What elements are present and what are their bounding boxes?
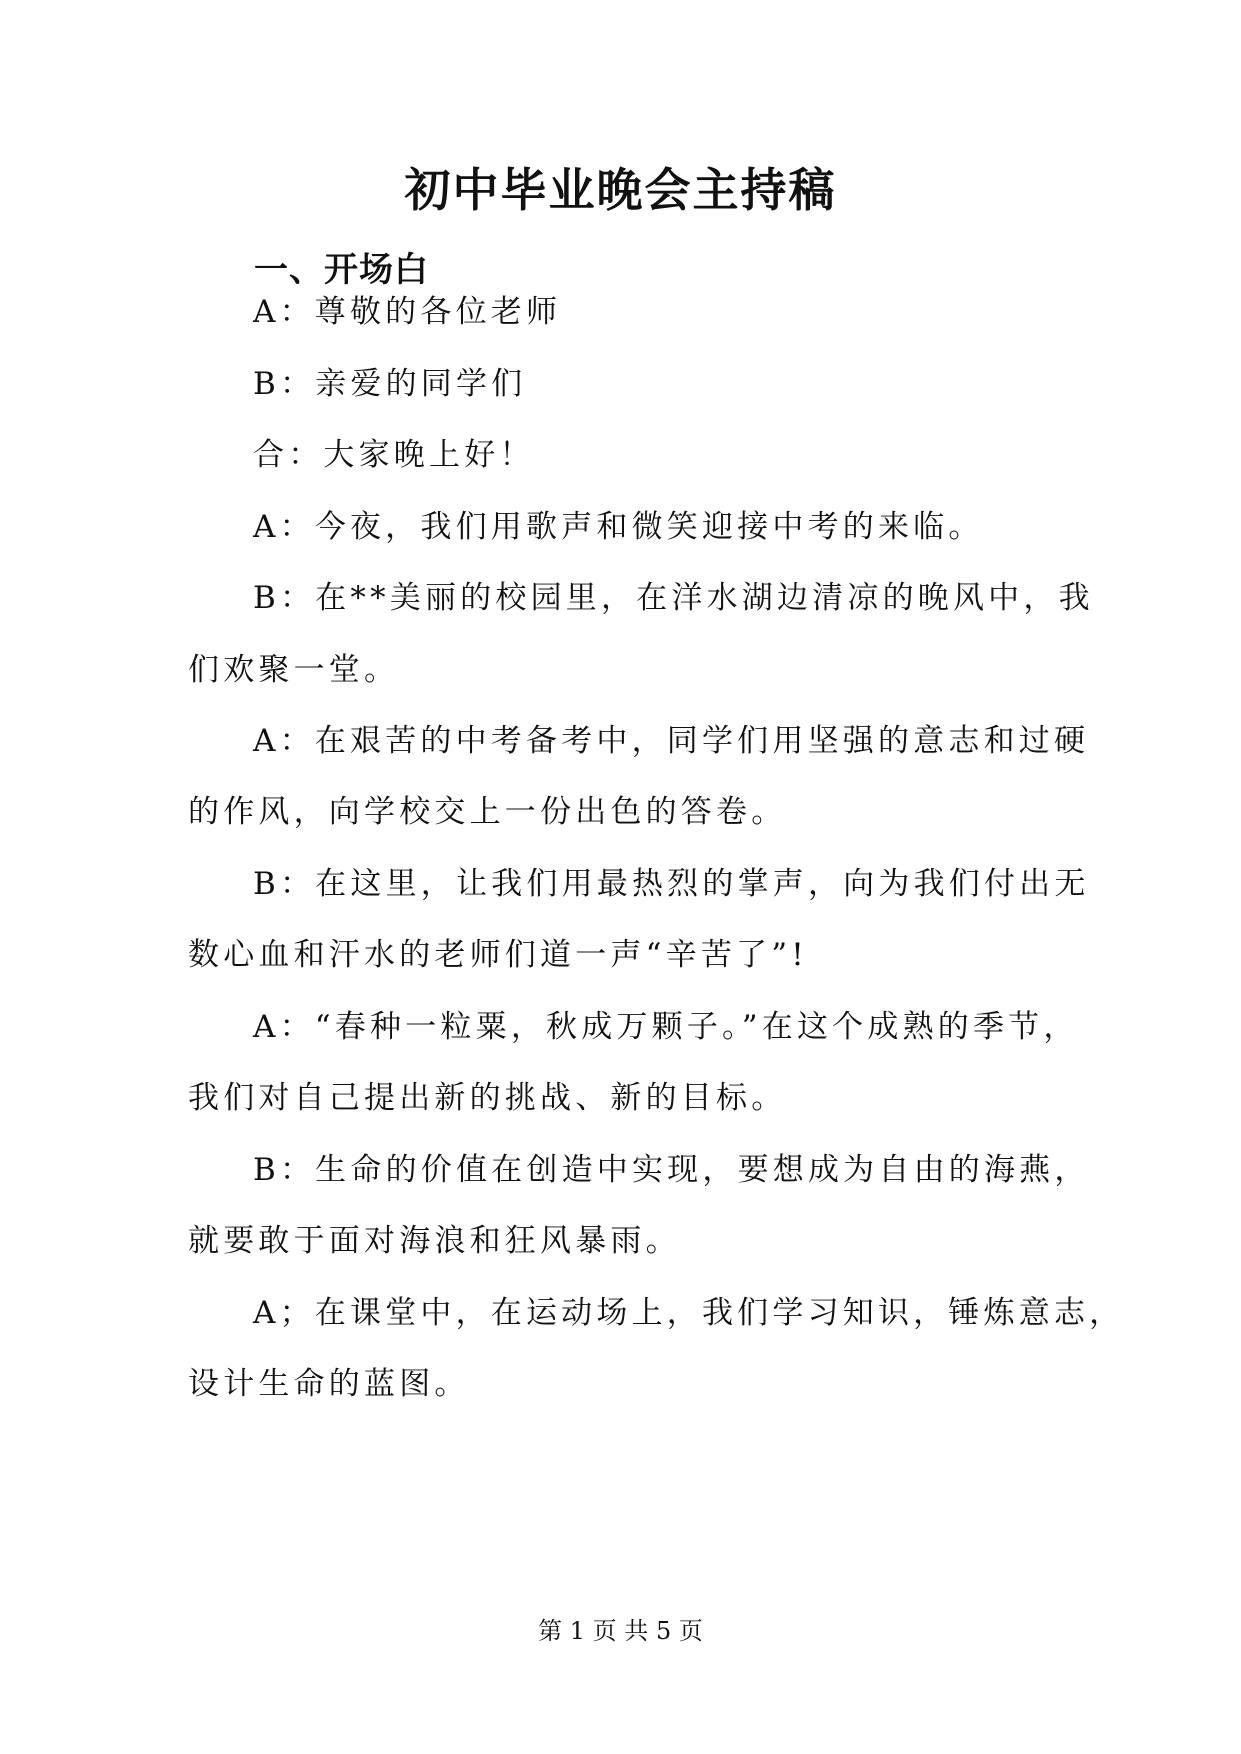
- paragraph-line: B：在这里，让我们用最热烈的掌声，向为我们付出无: [253, 866, 1090, 902]
- page-footer: 第 1 页 共 5 页: [538, 1617, 703, 1645]
- section-heading: 一、开场白: [254, 250, 429, 290]
- paragraph-line: A；在课堂中，在运动场上，我们学习知识，锤炼意志，: [253, 1295, 1125, 1331]
- paragraph-line: B：亲爱的同学们: [253, 366, 527, 402]
- paragraph-line: A：“春种一粒粟，秋成万颗子。”在这个成熟的季节，: [253, 1009, 1079, 1045]
- paragraph-line: 的作风，向学校交上一份出色的答卷。: [188, 794, 787, 830]
- paragraph-line: 就要敢于面对海浪和狂风暴雨。: [188, 1223, 681, 1259]
- paragraph-line: 数心血和汗水的老师们道一声“辛苦了”!: [188, 937, 808, 973]
- paragraph-line: A：尊敬的各位老师: [253, 294, 562, 330]
- paragraph-line: 合：大家晚上好！: [253, 437, 535, 473]
- document-title: 初中毕业晚会主持稿: [404, 163, 837, 217]
- paragraph-line: 们欢聚一堂。: [188, 652, 400, 688]
- paragraph-line: B：在**美丽的校园里，在洋水湖边清凉的晚风中，我: [253, 580, 1094, 616]
- paragraph-line: A：在艰苦的中考备考中，同学们用坚强的意志和过硬: [253, 723, 1090, 759]
- paragraph-line: 设计生命的蓝图。: [188, 1366, 470, 1402]
- paragraph-line: B：生命的价值在创造中实现，要想成为自由的海燕，: [253, 1152, 1090, 1188]
- paragraph-line: 我们对自己提出新的挑战、新的目标。: [188, 1080, 787, 1116]
- paragraph-line: A：今夜，我们用歌声和微笑迎接中考的来临。: [253, 509, 984, 545]
